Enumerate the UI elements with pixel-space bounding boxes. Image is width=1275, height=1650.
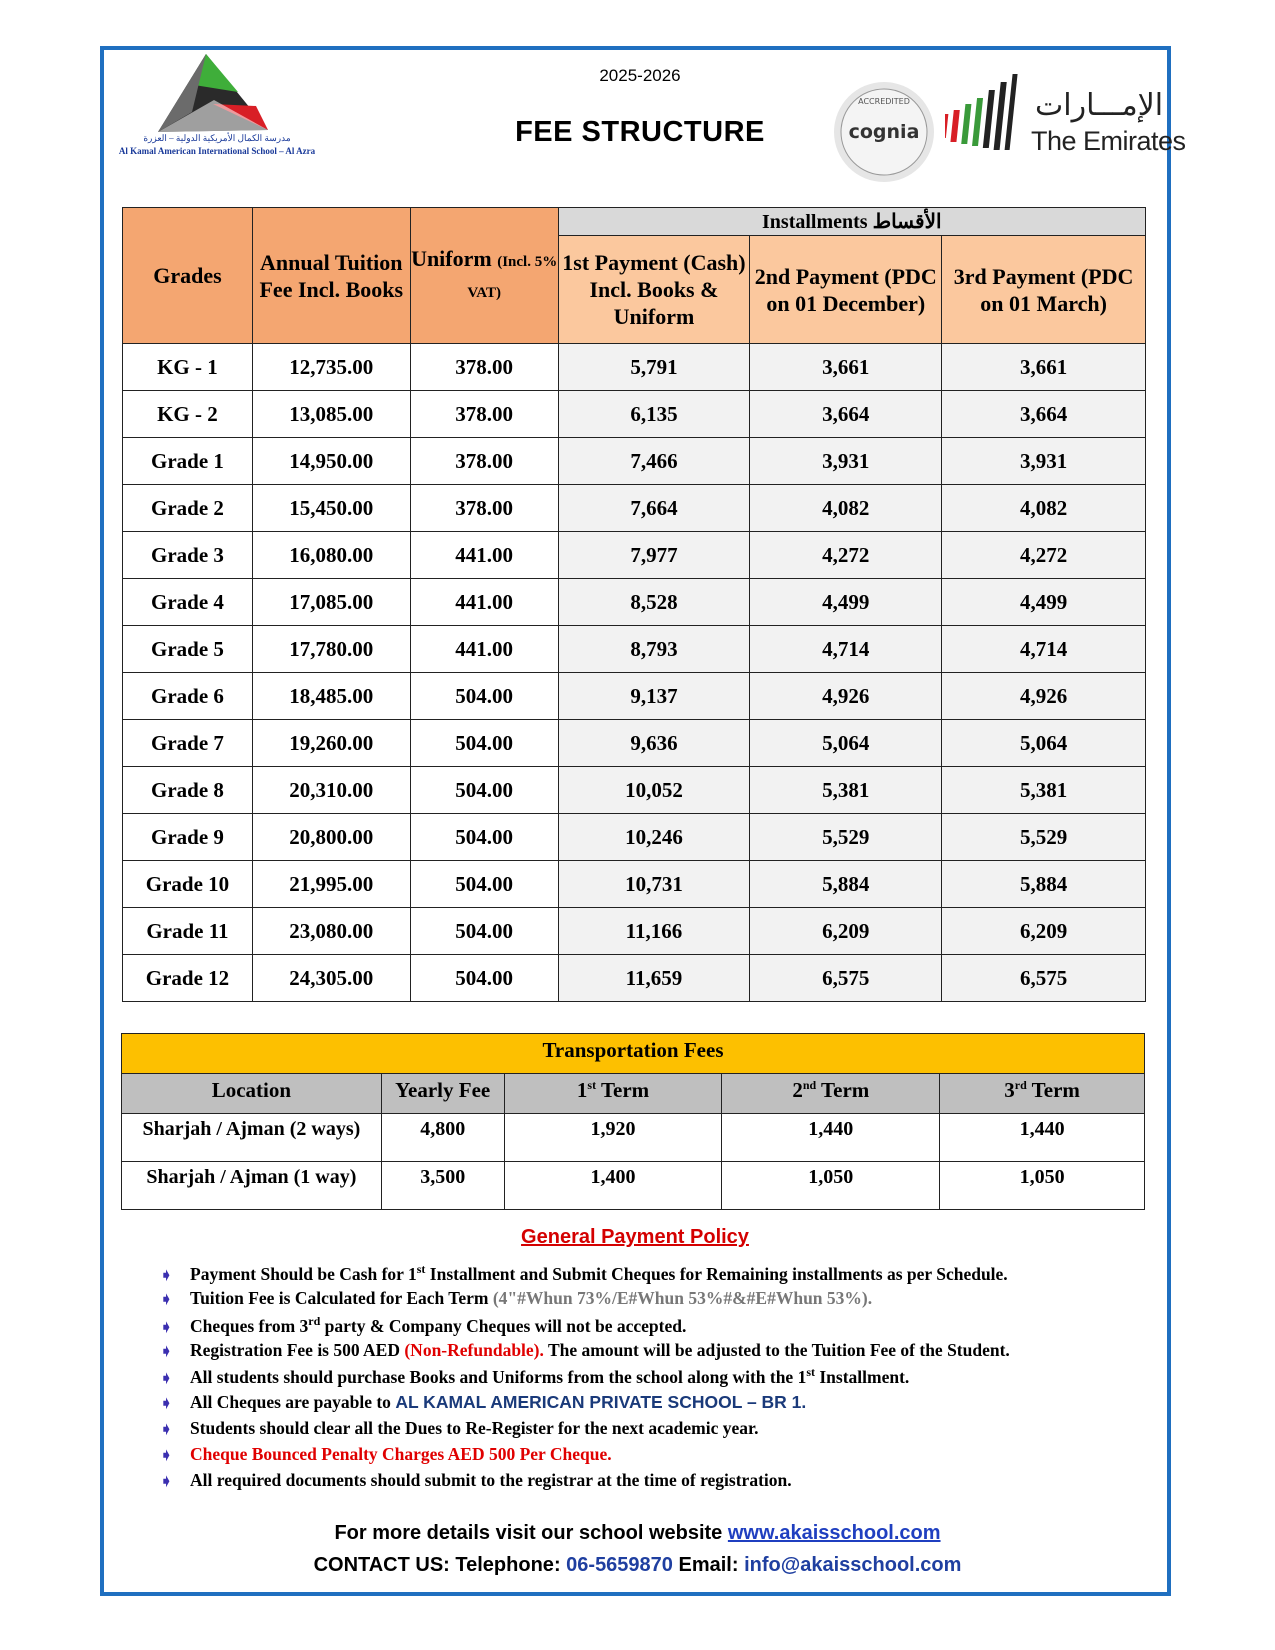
policy-text: The amount will be adjusted to the Tuition Fee of the Student.: [543, 1340, 1010, 1360]
website-link[interactable]: www.akaisschool.com: [727, 1522, 941, 1544]
transport-row: [122, 1162, 1145, 1210]
policy-text: Tuition Fee is Calculated for Each Term: [190, 1288, 493, 1308]
bullet-icon: ➧: [160, 1320, 173, 1337]
second-payment-cell: 6,575: [750, 955, 942, 1002]
first-payment-cell: 8,793: [558, 626, 750, 673]
second-payment-cell: 5,381: [750, 767, 942, 814]
term1-cell: 1,920: [504, 1114, 722, 1162]
term1-cell: 1,400: [504, 1162, 722, 1210]
third-payment-cell: 4,714: [942, 626, 1146, 673]
grade-cell: Grade 9: [123, 814, 253, 861]
bullet-icon: ➧: [160, 1448, 173, 1465]
grade-cell: Grade 3: [123, 532, 253, 579]
bullet-icon: ➧: [160, 1292, 173, 1309]
header-uniform-label: Uniform: [411, 245, 492, 271]
fee-structure-table: [122, 207, 1146, 1002]
annual-fee-cell: 17,085.00: [252, 579, 410, 626]
term-sup: nd: [802, 1078, 817, 1092]
payee-name: AL KAMAL AMERICAN PRIVATE SCHOOL – BR 1.: [395, 1392, 807, 1412]
policy-text-red: (Non-Refundable).: [404, 1340, 544, 1360]
second-payment-cell: 3,661: [750, 344, 942, 391]
second-payment-cell: 4,082: [750, 485, 942, 532]
second-payment-cell: 3,664: [750, 391, 942, 438]
first-payment-cell: 10,246: [558, 814, 750, 861]
policy-item-6: [160, 1392, 1160, 1413]
transport-header-location: Location: [122, 1074, 382, 1114]
third-payment-cell: 6,209: [942, 908, 1146, 955]
emirates-logo-english: The Emirates: [1031, 126, 1186, 156]
policy-text: #Whun 53%).: [767, 1288, 873, 1308]
term3-cell: 1,050: [940, 1162, 1145, 1210]
header-grades: Grades: [123, 208, 253, 344]
policy-item-2: [160, 1288, 1160, 1309]
academic-year: 2025-2026: [599, 66, 681, 85]
footer-text: :: [553, 1554, 567, 1576]
term-word: Term: [816, 1078, 870, 1102]
annual-fee-cell: 19,260.00: [252, 720, 410, 767]
policy-text: Payment Should be Cash for 1: [190, 1263, 417, 1284]
second-payment-cell: 4,272: [750, 532, 942, 579]
annual-fee-cell: 16,080.00: [252, 532, 410, 579]
policy-text: All Cheques are payable to: [190, 1392, 396, 1412]
uniform-fee-cell: 378.00: [410, 391, 558, 438]
header-third-payment: 3rd Payment (PDC on 01 March): [942, 236, 1146, 344]
third-payment-cell: 4,272: [942, 532, 1146, 579]
uniform-fee-cell: 504.00: [410, 908, 558, 955]
email-link[interactable]: info@akaisschool.com: [744, 1554, 962, 1576]
annual-fee-cell: 17,780.00: [252, 626, 410, 673]
header-uniform-note: (Incl. 5% VAT): [467, 253, 558, 301]
fee-row: [123, 767, 1146, 814]
location-cell: Sharjah / Ajman (2 ways): [122, 1114, 382, 1162]
third-payment-cell: 3,661: [942, 344, 1146, 391]
policy-sup: st: [416, 1262, 426, 1276]
header-uniform: [410, 208, 558, 344]
cognia-accreditation-seal: [832, 80, 936, 184]
policy-item-1: [160, 1262, 1160, 1285]
annual-fee-cell: 20,310.00: [252, 767, 410, 814]
term2-cell: 1,050: [722, 1162, 940, 1210]
policy-text-red: Cheque Bounced Penalty Charges AED 500 Per Cheque.: [190, 1444, 612, 1464]
policy-text: #Whun 53%#&#E: [628, 1288, 768, 1308]
first-payment-cell: 7,664: [558, 485, 750, 532]
policy-text: Registration Fee is 500 AED: [190, 1340, 405, 1360]
fee-row: [123, 485, 1146, 532]
uniform-fee-cell: 504.00: [410, 720, 558, 767]
term3-cell: 1,440: [940, 1114, 1145, 1162]
policy-title: General Payment Policy: [521, 1226, 749, 1248]
bullet-icon: ➧: [160, 1422, 173, 1439]
second-payment-cell: 5,529: [750, 814, 942, 861]
cognia-text: cognia: [848, 121, 920, 143]
fee-row: [123, 344, 1146, 391]
annual-fee-cell: 12,735.00: [252, 344, 410, 391]
first-payment-cell: 8,528: [558, 579, 750, 626]
policy-text: Installment.: [815, 1366, 910, 1387]
first-payment-cell: 6,135: [558, 391, 750, 438]
third-payment-cell: 4,082: [942, 485, 1146, 532]
annual-fee-cell: 13,085.00: [252, 391, 410, 438]
yearly-fee-cell: 3,500: [381, 1162, 504, 1210]
policy-item-9: [160, 1470, 1160, 1491]
bullet-icon: ➧: [160, 1396, 173, 1413]
policy-text: Students should clear all the Dues to Re-Register for the next academic year.: [190, 1418, 759, 1438]
second-payment-cell: 4,714: [750, 626, 942, 673]
footer-text: CONTACT US: Telephone: [313, 1554, 554, 1576]
term-num: 3: [1004, 1078, 1015, 1102]
footer-text: Email:: [672, 1554, 745, 1576]
policy-text: (4: [492, 1288, 508, 1308]
grade-cell: Grade 4: [123, 579, 253, 626]
bullet-icon: ➧: [160, 1344, 173, 1361]
uniform-fee-cell: 504.00: [410, 861, 558, 908]
footer-website-line: [0, 1522, 1275, 1545]
fee-row: [123, 814, 1146, 861]
third-payment-cell: 5,884: [942, 861, 1146, 908]
grade-cell: Grade 5: [123, 626, 253, 673]
footer-contact-line: [0, 1554, 1275, 1577]
annual-fee-cell: 15,450.00: [252, 485, 410, 532]
annual-fee-cell: 24,305.00: [252, 955, 410, 1002]
term-word: Term: [1026, 1078, 1080, 1102]
transport-row: [122, 1114, 1145, 1162]
policy-text: "#Whun 73%/E: [507, 1288, 629, 1308]
header-annual-tuition: Annual Tuition Fee Incl. Books: [252, 208, 410, 344]
second-payment-cell: 5,884: [750, 861, 942, 908]
school-logo-english: Al Kamal American International School – Al Azra: [118, 146, 316, 156]
fee-row: [123, 626, 1146, 673]
policy-text: party & Company Cheques will not be accepted.: [320, 1315, 687, 1336]
second-payment-cell: 4,499: [750, 579, 942, 626]
policy-sup: st: [806, 1365, 815, 1379]
grade-cell: Grade 12: [123, 955, 253, 1002]
grade-cell: Grade 8: [123, 767, 253, 814]
transport-header-yearly: Yearly Fee: [381, 1074, 504, 1114]
transport-header-term1: [504, 1074, 722, 1114]
policy-text: All students should purchase Books and Uniforms from the school along with the 1: [190, 1366, 807, 1387]
uniform-fee-cell: 378.00: [410, 438, 558, 485]
grade-cell: Grade 7: [123, 720, 253, 767]
policy-text: All required documents should submit to the registrar at the time of registration.: [190, 1470, 792, 1490]
policy-text: Cheques from 3: [190, 1315, 309, 1336]
term-sup: rd: [1014, 1078, 1027, 1092]
third-payment-cell: 5,064: [942, 720, 1146, 767]
policy-sup: rd: [308, 1314, 321, 1328]
policy-item-7: [160, 1418, 1160, 1439]
second-payment-cell: 6,209: [750, 908, 942, 955]
yearly-fee-cell: 4,800: [381, 1114, 504, 1162]
footer-text: For more details visit our school website: [334, 1522, 728, 1544]
term-sup: st: [587, 1078, 597, 1092]
annual-fee-cell: 21,995.00: [252, 861, 410, 908]
uniform-fee-cell: 504.00: [410, 955, 558, 1002]
policy-item-5: [160, 1365, 1160, 1388]
third-payment-cell: 4,926: [942, 673, 1146, 720]
first-payment-cell: 7,466: [558, 438, 750, 485]
first-payment-cell: 11,659: [558, 955, 750, 1002]
third-payment-cell: 4,499: [942, 579, 1146, 626]
bullet-icon: ➧: [160, 1474, 173, 1491]
grade-cell: Grade 6: [123, 673, 253, 720]
annual-fee-cell: 23,080.00: [252, 908, 410, 955]
grade-cell: Grade 2: [123, 485, 253, 532]
uniform-fee-cell: 504.00: [410, 767, 558, 814]
first-payment-cell: 10,731: [558, 861, 750, 908]
uniform-fee-cell: 441.00: [410, 579, 558, 626]
annual-fee-cell: 20,800.00: [252, 814, 410, 861]
transport-title: Transportation Fees: [122, 1034, 1145, 1074]
fee-row: [123, 955, 1146, 1002]
fee-table-body: [123, 344, 1146, 1002]
transport-header-term3: [940, 1074, 1145, 1114]
fee-row: [123, 438, 1146, 485]
bullet-icon: ➧: [160, 1371, 173, 1388]
school-logo-arabic: مدرسة الكمال الأمريكية الدولية – العزرة: [143, 133, 291, 143]
location-cell: Sharjah / Ajman (1 way): [122, 1162, 382, 1210]
bullet-icon: ➧: [160, 1268, 173, 1285]
grade-cell: KG - 1: [123, 344, 253, 391]
grade-cell: Grade 10: [123, 861, 253, 908]
policy-item-3: [160, 1314, 1160, 1337]
third-payment-cell: 6,575: [942, 955, 1146, 1002]
policy-item-4: [160, 1340, 1160, 1361]
emirates-flag-icon: [945, 70, 1035, 156]
annual-fee-cell: 14,950.00: [252, 438, 410, 485]
first-payment-cell: 9,137: [558, 673, 750, 720]
third-payment-cell: 5,381: [942, 767, 1146, 814]
fee-row: [123, 391, 1146, 438]
policy-text: Installment and Submit Cheques for Remaining installments as per Schedule.: [425, 1263, 1008, 1284]
fee-row: [123, 579, 1146, 626]
fee-row: [123, 673, 1146, 720]
grade-cell: Grade 11: [123, 908, 253, 955]
cognia-ring-text: ACCREDITED: [858, 97, 910, 106]
first-payment-cell: 11,166: [558, 908, 750, 955]
third-payment-cell: 5,529: [942, 814, 1146, 861]
emirates-logo-arabic: الإمـــارات: [1035, 88, 1164, 123]
uniform-fee-cell: 504.00: [410, 814, 558, 861]
fee-row: [123, 861, 1146, 908]
term-num: 1: [576, 1078, 588, 1102]
uniform-fee-cell: 441.00: [410, 626, 558, 673]
second-payment-cell: 5,064: [750, 720, 942, 767]
third-payment-cell: 3,664: [942, 391, 1146, 438]
term-word: Term: [596, 1078, 650, 1102]
header-installments: Installments الأقساط: [558, 208, 1145, 236]
policy-item-8: [160, 1444, 1160, 1465]
first-payment-cell: 10,052: [558, 767, 750, 814]
first-payment-cell: 9,636: [558, 720, 750, 767]
second-payment-cell: 4,926: [750, 673, 942, 720]
header-second-payment: 2nd Payment (PDC on 01 December): [750, 236, 942, 344]
annual-fee-cell: 18,485.00: [252, 673, 410, 720]
term2-cell: 1,440: [722, 1114, 940, 1162]
first-payment-cell: 5,791: [558, 344, 750, 391]
transport-header-term2: [722, 1074, 940, 1114]
phone-number[interactable]: 06-5659870: [566, 1554, 673, 1576]
grade-cell: Grade 1: [123, 438, 253, 485]
third-payment-cell: 3,931: [942, 438, 1146, 485]
uniform-fee-cell: 504.00: [410, 673, 558, 720]
transportation-fees-table: [121, 1033, 1145, 1210]
fee-row: [123, 908, 1146, 955]
second-payment-cell: 3,931: [750, 438, 942, 485]
uniform-fee-cell: 378.00: [410, 485, 558, 532]
transport-table-body: [122, 1114, 1145, 1210]
term-num: 2: [792, 1078, 803, 1102]
uniform-fee-cell: 378.00: [410, 344, 558, 391]
uniform-fee-cell: 441.00: [410, 532, 558, 579]
fee-row: [123, 532, 1146, 579]
header-first-payment: 1st Payment (Cash) Incl. Books & Uniform: [558, 236, 750, 344]
grade-cell: KG - 2: [123, 391, 253, 438]
fee-row: [123, 720, 1146, 767]
page-title: FEE STRUCTURE: [515, 116, 765, 148]
first-payment-cell: 7,977: [558, 532, 750, 579]
